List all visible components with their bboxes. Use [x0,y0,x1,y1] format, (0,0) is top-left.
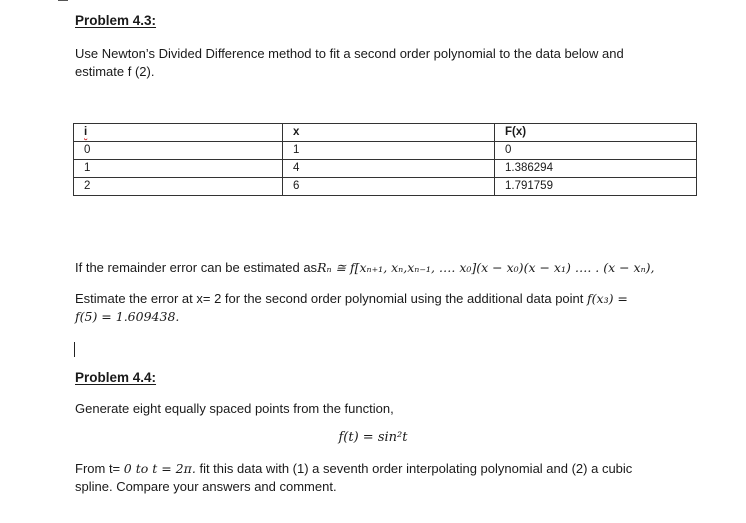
remainder-formula: Rₙ ≅ f[xₙ₊₁, xₙ,xₙ₋₁, …. x₀](x − x₀)(x − x₁) …. . (x − xₙ), [317,260,655,275]
cell-x: 6 [283,178,495,196]
intro-line-2: estimate f (2). [75,64,155,79]
table-row [74,142,697,160]
text-cursor [74,342,75,357]
header-fx: F(x) [495,124,697,142]
estimate-line-1: Estimate the error at x= 2 for the second order polynomial using the additional data point [75,291,584,306]
table-row [74,160,697,178]
cell-x: 1 [283,142,495,160]
cell-fx: 1.386294 [495,160,697,178]
remainder-text: If the remainder error can be estimated as [75,260,318,275]
table-row [74,178,697,196]
from-line-2: spline. Compare your answers and comment. [75,479,337,494]
data-table [73,123,697,196]
cell-fx: 1.791759 [495,178,697,196]
header-i: i [74,124,283,142]
generate-text: Generate eight equally spaced points from the function, [75,401,394,416]
cell-i: 0 [74,142,283,160]
page-edge-mark [58,0,68,1]
intro-line-1: Use Newton’s Divided Difference method to fit a second order polynomial to the data below and [75,46,624,61]
from-suffix: fit this data with (1) a seventh order interpolating polynomial and (2) a cubic [199,461,633,476]
cell-x: 4 [283,160,495,178]
table-header-row [74,124,697,142]
from-paragraph [75,460,632,496]
cell-i: 2 [74,178,283,196]
from-range: 0 to t = 2π. [123,461,196,476]
estimate-point: f(x₃) = [587,291,628,306]
problem-4-3-heading: Problem 4.3: [75,13,157,28]
header-x: x [283,124,495,142]
remainder-paragraph [75,259,655,277]
cell-fx: 0 [495,142,697,160]
cell-i: 1 [74,160,283,178]
from-prefix: From t= [75,461,121,476]
function-equation: f(t) = sin²t [338,430,408,445]
estimate-paragraph [75,290,628,326]
estimate-line-2: f(5) = 1.609438. [75,309,180,324]
problem-4-3-intro [75,45,624,81]
problem-4-4-heading: Problem 4.4: [75,370,157,385]
